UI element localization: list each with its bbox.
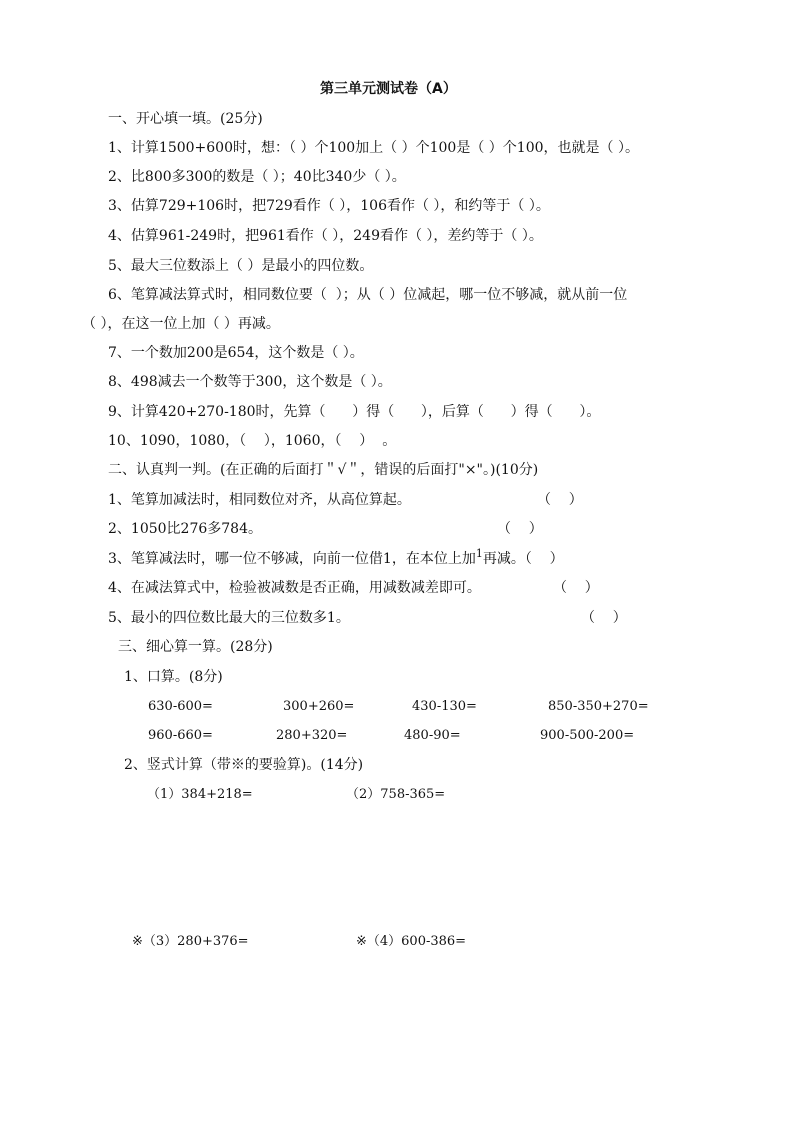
oral-problem: 630-600= xyxy=(148,699,213,714)
answer-box[interactable]: （ ） xyxy=(553,580,599,596)
vertical-problem: ※（4）600-386= xyxy=(356,934,467,949)
question-item: 10、1090，1080，（ ），1060，（ ） 。 xyxy=(108,433,397,449)
question-item: 8、498减去一个数等于300，这个数是（ ）。 xyxy=(108,374,392,390)
section3-heading: 三、细心算一算。(28分) xyxy=(118,639,273,655)
question-item: 5、最大三位数添上（ ）是最小的四位数。 xyxy=(108,258,374,274)
answer-box[interactable]: （ ） xyxy=(497,521,543,537)
judge-item-text: 1、笔算加减法时，相同数位对齐，从高位算起。 xyxy=(108,492,411,508)
oral-problem: 300+260= xyxy=(283,699,355,714)
answer-box[interactable]: （ ） xyxy=(537,492,583,508)
oral-problem: 900-500-200= xyxy=(540,728,635,743)
vertical-problem: ※（3）280+376= xyxy=(132,934,249,949)
oral-heading: 1、口算。(8分) xyxy=(124,669,223,685)
judge-item-3 xyxy=(108,547,564,567)
vertical-heading: 2、竖式计算（带※的要验算)。(14分) xyxy=(124,757,364,773)
vertical-problem: （1）384+218= xyxy=(147,787,253,802)
section2-heading: 二、认真判一判。(在正确的后面打＂√＂，错误的后面打"×"。)(10分) xyxy=(108,462,539,478)
section1-heading: 一、开心填一填。(25分) xyxy=(108,111,263,127)
document-title: 第三单元测试卷（A） xyxy=(320,81,457,97)
oral-problem: 430-130= xyxy=(412,699,477,714)
vertical-problem: （2）758-365= xyxy=(346,787,446,802)
superscript-one: 1 xyxy=(475,547,483,560)
answer-box[interactable]: （ ） xyxy=(581,610,627,626)
question-item-continuation: （ ），在这一位上加（ ）再减。 xyxy=(82,316,280,332)
judge-item-text: 3、笔算减法时，哪一位不够减，向前一位借1，在本位上加 xyxy=(108,551,476,567)
question-item: 2、比800多300的数是（ ）；40比340少（ ）。 xyxy=(108,169,406,185)
question-item: 3、估算729+106时，把729看作（ ），106看作（ ），和约等于（ ）。 xyxy=(108,198,550,214)
oral-problem: 850-350+270= xyxy=(548,699,649,714)
question-item: 4、估算961-249时，把961看作（ ），249看作（ ），差约等于（ ）。 xyxy=(108,228,543,244)
question-item: 9、计算420+270-180时，先算（ ）得（ ），后算（ ）得（ ）。 xyxy=(108,404,601,420)
judge-item-text: 2、1050比276多784。 xyxy=(108,521,262,537)
judge-item-text: 4、在减法算式中，检验被减数是否正确，用减数减差即可。 xyxy=(108,580,481,596)
judge-item-text-after: 再减。（ ） xyxy=(482,551,564,567)
question-item: 7、一个数加200是654，这个数是（ ）。 xyxy=(108,345,364,361)
oral-problem: 480-90= xyxy=(404,728,461,743)
question-item: 1、计算1500+600时，想：（ ）个100加上（ ）个100是（ ）个100，也就是（ ）。 xyxy=(108,140,639,156)
question-item: 6、笔算减法算式时，相同数位要（ ）；从（ ）位减起，哪一位不够减，就从前一位 xyxy=(108,287,628,303)
judge-item-text: 5、最小的四位数比最大的三位数多1。 xyxy=(108,610,350,626)
oral-problem: 960-660= xyxy=(148,728,213,743)
oral-problem: 280+320= xyxy=(276,728,348,743)
